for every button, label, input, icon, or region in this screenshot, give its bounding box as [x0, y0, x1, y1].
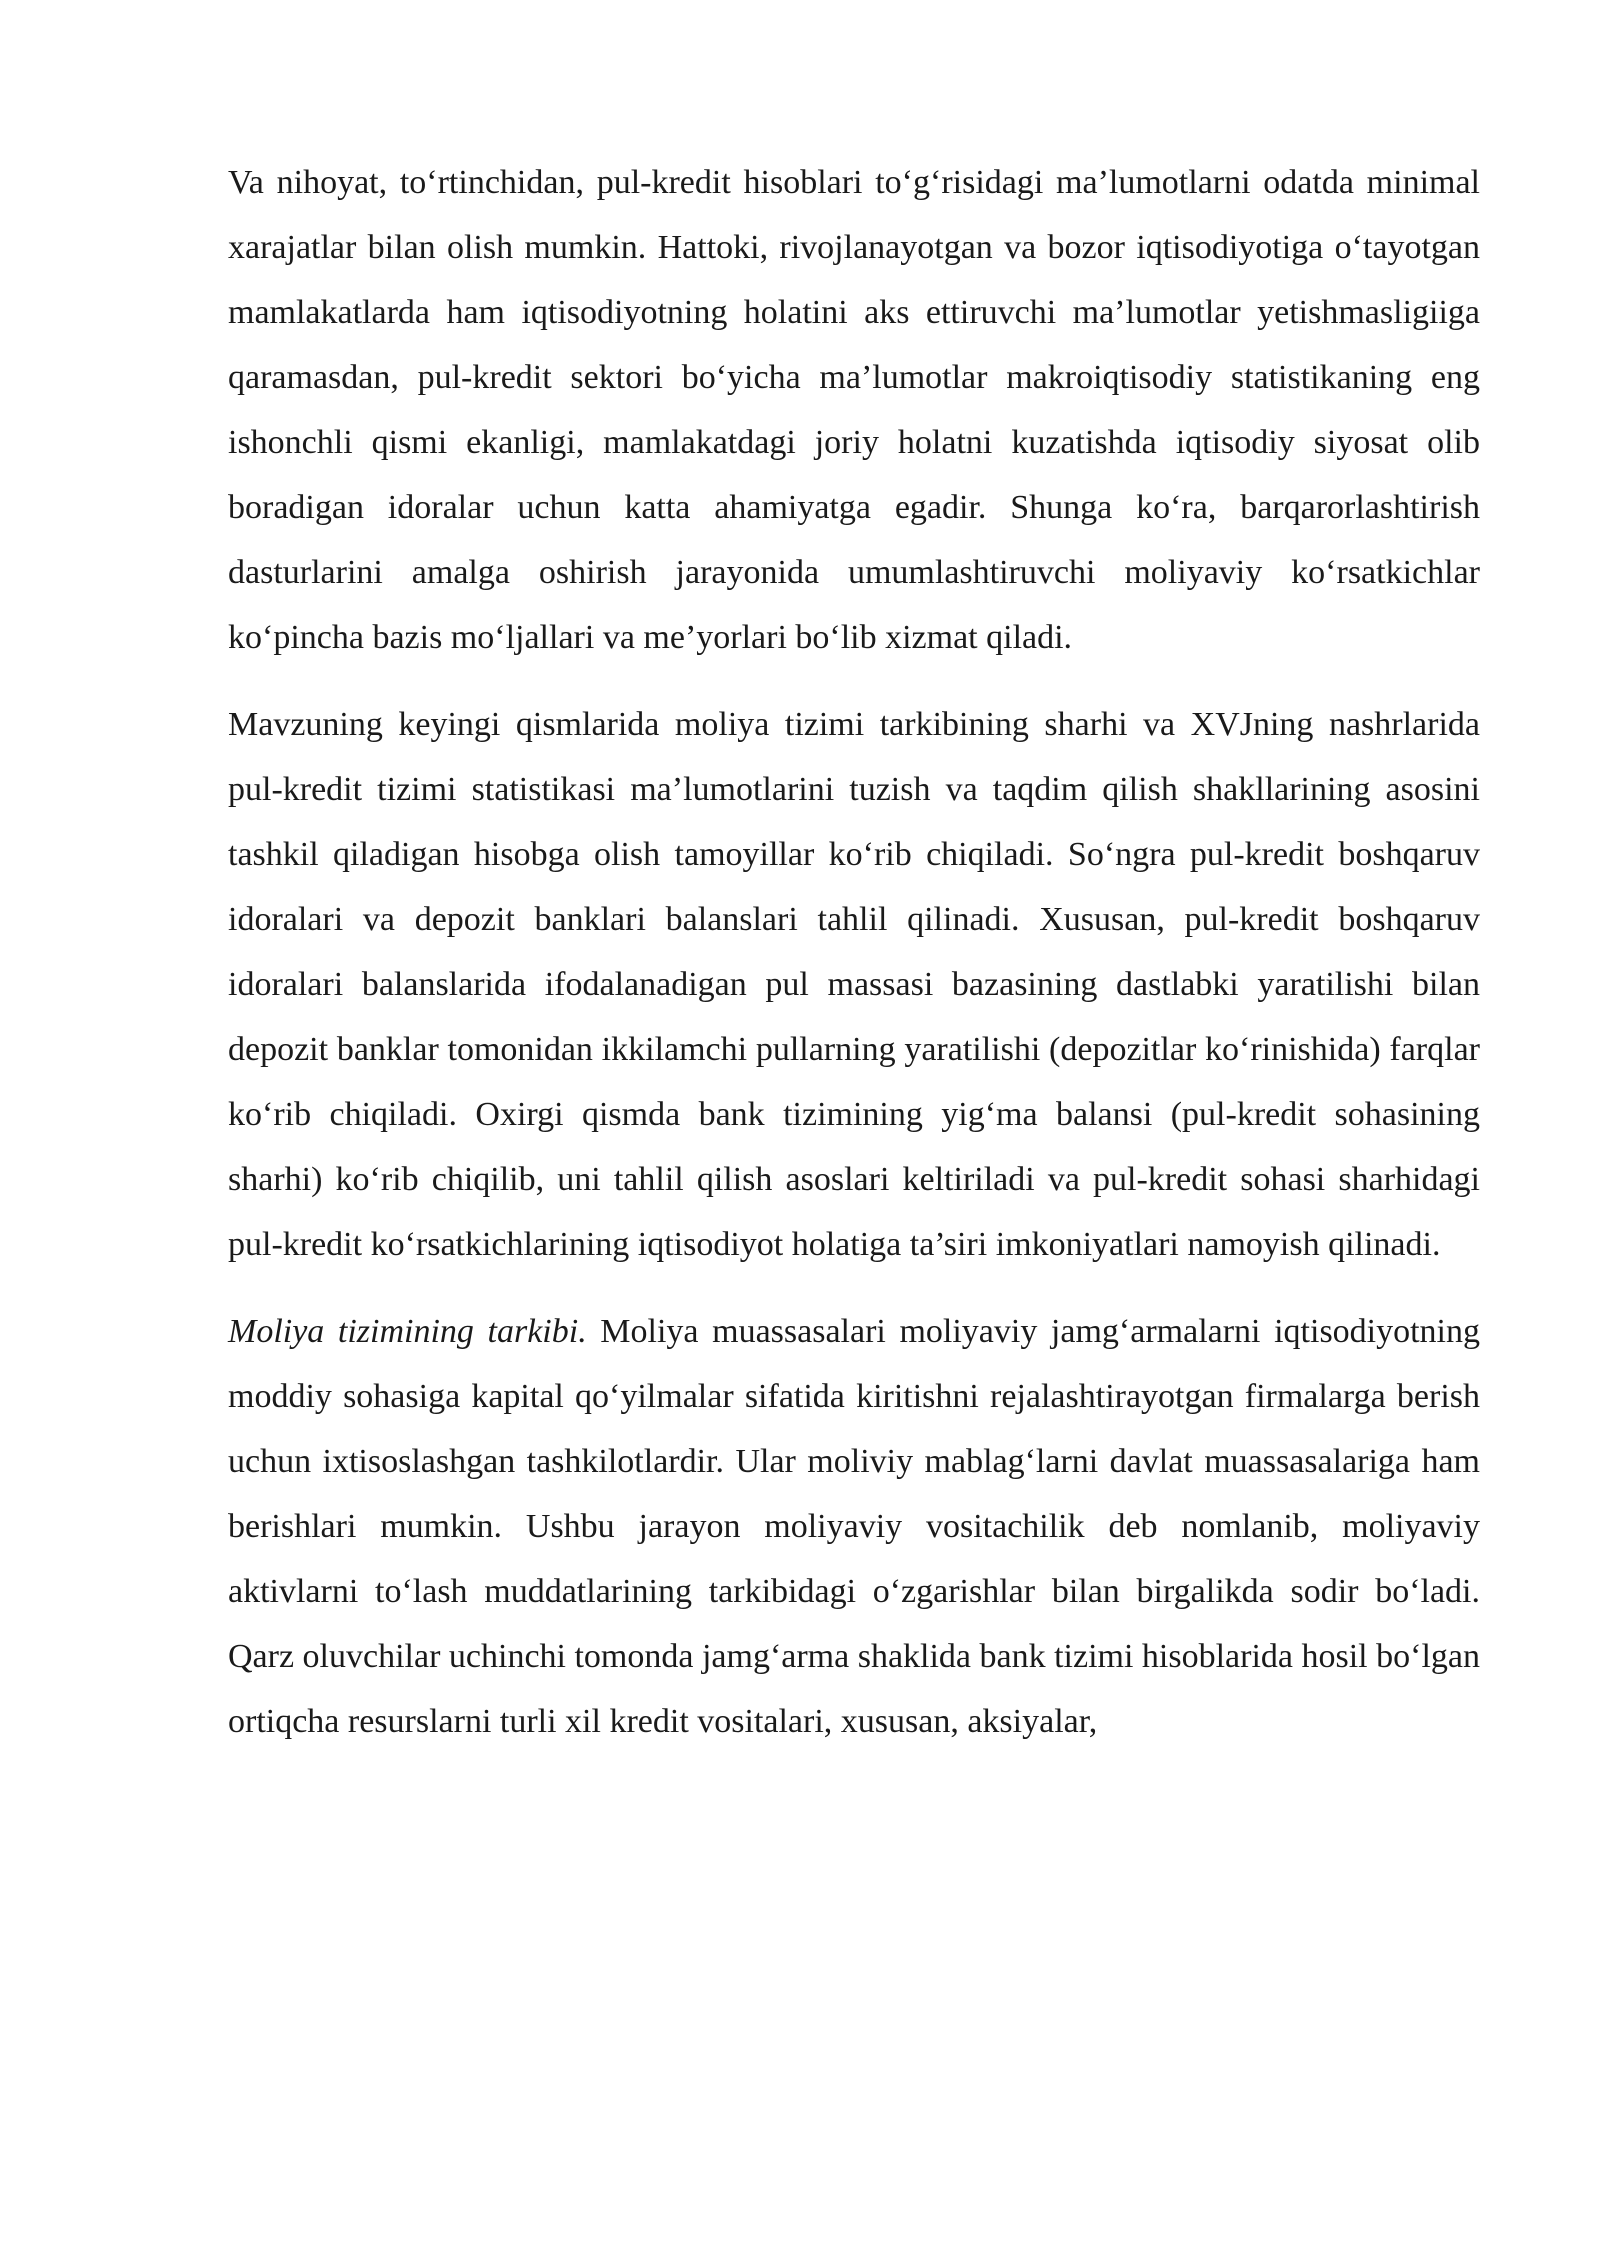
- paragraph-1: [228, 150, 1480, 670]
- paragraph-1-text: Va nihoyat, to‘rtinchidan, pul-kredit hisoblari to‘g‘risidagi ma’lumotlarni odatda minimal xarajatlar bilan olish mumkin. Hattoki, rivojlanayotgan va bozor iqtisodiyotiga o‘tayotgan mamlakatlarda ham iqtisodiyotning holatini aks ettiruvchi ma’lumotlar yetishmasligiiga qaramasdan, pul-kredit sektori bo‘yicha ma’lumotlar makroiqtisodiy statistikaning eng ishonchli qismi ekanligi, mamlakatdagi joriy holatni kuzatishda iqtisodiy siyosat olib boradigan idoralar uchun katta ahamiyatga egadir. Shunga ko‘ra, barqarorlashtirish dasturlarini amalga oshirish jarayonida umumlashtiruvchi moliyaviy ko‘rsatkichlar ko‘pincha bazis mo‘ljallari va me’yorlari bo‘lib xizmat qiladi.: [228, 164, 1480, 656]
- paragraph-3: [228, 1299, 1480, 1754]
- section-heading-inline: Moliya tizimining tarkibi.: [228, 1313, 587, 1350]
- paragraph-2: [228, 692, 1480, 1277]
- document-body: [228, 150, 1480, 1776]
- paragraph-3-text: Moliya muassasalari moliyaviy jamg‘armalarni iqtisodiyotning moddiy sohasiga kapital qo‘yilmalar sifatida kiritishni rejalashtirayotgan firmalarga berish uchun ixtisoslashgan tashkilotlardir. Ular moliviy mablag‘larni davlat muassasalariga ham berishlari mumkin. Ushbu jarayon moliyaviy vositachilik deb nomlanib, moliyaviy aktivlarni to‘lash muddatlarining tarkibidagi o‘zgarishlar bilan birgalikda sodir bo‘ladi. Qarz oluvchilar uchinchi tomonda jamg‘arma shaklida bank tizimi hisoblarida hosil bo‘lgan ortiqcha resurslarni turli xil kredit vositalari, xususan, aksiyalar,: [228, 1313, 1481, 1740]
- paragraph-2-text: Mavzuning keyingi qismlarida moliya tizimi tarkibining sharhi va XVJning nashrlarida pul-kredit tizimi statistikasi ma’lumotlarini tuzish va taqdim qilish shakllarining asosini tashkil qiladigan hisobga olish tamoyillar ko‘rib chiqiladi. So‘ngra pul-kredit boshqaruv idoralari va depozit banklari balanslari tahlil qilinadi. Xususan, pul-kredit boshqaruv idoralari balanslarida ifodalanadigan pul massasi bazasining dastlabki yaratilishi bilan depozit banklar tomonidan ikkilamchi pullarning yaratilishi (depozitlar ko‘rinishida) farqlar ko‘rib chiqiladi. Oxirgi qismda bank tizimining yig‘ma balansi (pul-kredit sohasining sharhi) ko‘rib chiqilib, uni tahlil qilish asoslari keltiriladi va pul-kredit sohasi sharhidagi pul-kredit ko‘rsatkichlarining iqtisodiyot holatiga ta’siri imkoniyatlari namoyish qilinadi.: [228, 706, 1480, 1263]
